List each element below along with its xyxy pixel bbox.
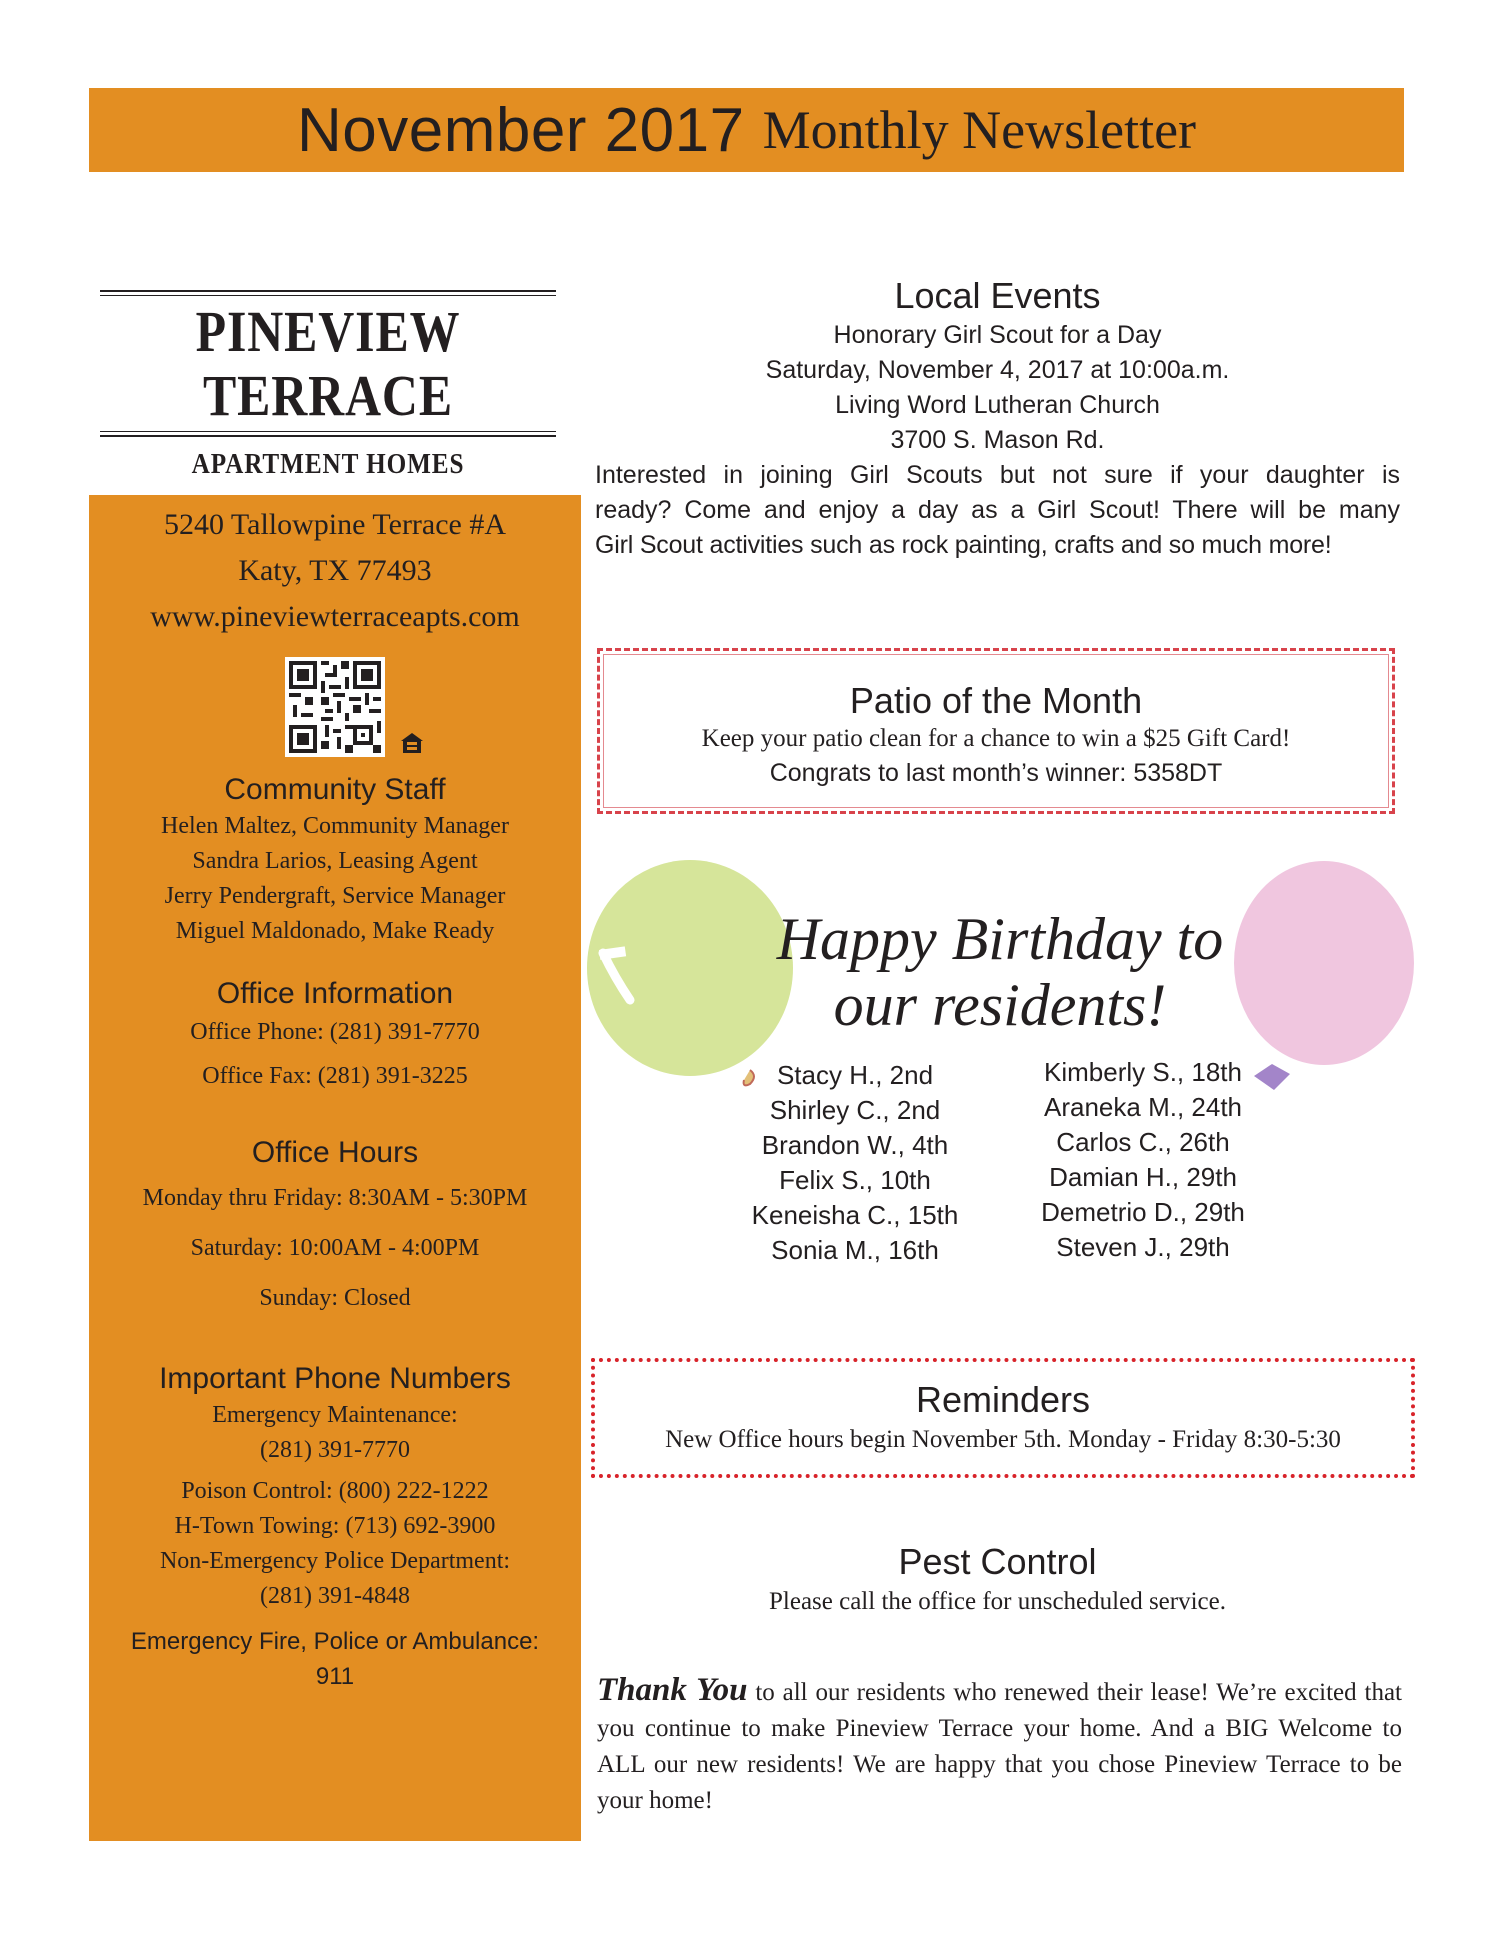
- reminders-heading: Reminders: [915, 1379, 1091, 1420]
- emergency-maintenance-number: (281) 391-7770: [260, 1437, 410, 1463]
- staff-item: Sandra Larios, Leasing Agent: [192, 848, 478, 874]
- pest-control-text: Please call the office for unscheduled service.: [769, 1588, 1226, 1615]
- staff-heading: Community Staff: [224, 773, 446, 806]
- header-band: [89, 88, 1404, 172]
- hours-saturday: Saturday: 10:00AM - 4:00PM: [190, 1235, 480, 1261]
- event-address: 3700 S. Mason Rd.: [890, 426, 1105, 454]
- patio-line1: Keep your patio clean for a chance to win a $25 Gift Card!: [701, 725, 1291, 752]
- thank-you-text: to all our residents who renewed their lease! We’re excited that you continue to make Pineview Terrace your home. And a BIG Welcome to ALL our new residents! We are happy that you chose Pineview Terrace to be your home!: [597, 1679, 1403, 1814]
- birthday-item: Brandon W., 4th: [761, 1130, 949, 1160]
- thank-you-lead: Thank You: [597, 1672, 748, 1708]
- event-venue: Living Word Lutheran Church: [835, 391, 1160, 419]
- birthday-item: Stacy H., 2nd: [776, 1060, 934, 1090]
- emergency-maintenance-label: Emergency Maintenance:: [212, 1402, 458, 1428]
- logo-name: PINEVIEW TERRACE: [195, 299, 461, 428]
- equal-housing-icon: [399, 731, 425, 755]
- patio-line2: Congrats to last month’s winner: 5358DT: [769, 759, 1223, 787]
- hours-sunday: Sunday: Closed: [259, 1285, 411, 1311]
- staff-item: Miguel Maldonado, Make Ready: [175, 918, 495, 944]
- birthday-item: Araneka M., 24th: [1044, 1092, 1242, 1122]
- local-events-heading: Local Events: [894, 275, 1101, 316]
- event-title: Honorary Girl Scout for a Day: [833, 321, 1162, 349]
- reminders-text: New Office hours begin November 5th. Monday - Friday 8:30-5:30: [665, 1426, 1341, 1453]
- birthday-item: Sonia M., 16th: [771, 1235, 939, 1265]
- logo-rule-bottom-thin: [100, 431, 556, 432]
- birthday-title-line1: Happy Birthday to: [776, 906, 1224, 972]
- reminders-box: [591, 1358, 1415, 1478]
- birthday-item: Shirley C., 2nd: [769, 1095, 941, 1125]
- office-phone: Office Phone: (281) 391-7770: [190, 1019, 480, 1045]
- hours-weekday: Monday thru Friday: 8:30AM - 5:30PM: [142, 1185, 528, 1211]
- logo-rule-top: [100, 290, 556, 292]
- header-month-year: November 2017: [296, 95, 745, 165]
- website-link[interactable]: www.pineviewterraceapts.com: [150, 600, 520, 633]
- sidebar: [89, 495, 581, 1841]
- birthday-item: Carlos C., 26th: [1056, 1127, 1230, 1157]
- event-description-line: Interested in joining Girl Scouts but not sure if your daughter is: [595, 461, 1400, 489]
- office-hours-heading: Office Hours: [251, 1136, 419, 1169]
- address-line1: 5240 Tallowpine Terrace #A: [163, 508, 507, 541]
- thank-you-paragraph: [597, 1672, 1402, 1819]
- birthday-title: [640, 906, 1360, 1038]
- logo-rule-bottom: [100, 435, 556, 437]
- logo: [100, 290, 556, 481]
- birthday-list-left: [740, 1058, 970, 1268]
- birthday-item: Kimberly S., 18th: [1044, 1057, 1242, 1087]
- birthday-title-line2: our residents!: [833, 972, 1167, 1038]
- event-date: Saturday, November 4, 2017 at 10:00a.m.: [765, 356, 1230, 384]
- pest-control: [595, 1540, 1400, 1619]
- birthday-item: Felix S., 10th: [779, 1165, 931, 1195]
- event-description-line: ready? Come and enjoy a day as a Girl Scout! There will be many: [595, 496, 1400, 524]
- staff-item: Jerry Pendergraft, Service Manager: [164, 883, 506, 909]
- address-line2: Katy, TX 77493: [238, 554, 432, 587]
- emergency-label: Emergency Fire, Police or Ambulance:: [130, 1628, 540, 1655]
- local-events: [595, 274, 1400, 563]
- poison-control: Poison Control: (800) 222-1222: [181, 1478, 489, 1504]
- emergency-number: 911: [315, 1663, 355, 1690]
- qr-block: [285, 657, 385, 757]
- event-description-line: Girl Scout activities such as rock painting, crafts and so much more!: [595, 531, 1332, 559]
- police-number: (281) 391-4848: [260, 1583, 410, 1609]
- staff-item: Helen Maltez, Community Manager: [161, 813, 509, 839]
- birthday-item: Damian H., 29th: [1049, 1162, 1237, 1192]
- header-subtitle: Monthly Newsletter: [762, 100, 1197, 160]
- patio-heading: Patio of the Month: [849, 680, 1143, 721]
- patio-of-month-box: [597, 648, 1395, 814]
- office-fax: Office Fax: (281) 391-3225: [202, 1063, 468, 1089]
- pest-control-heading: Pest Control: [898, 1541, 1097, 1582]
- police-label: Non-Emergency Police Department:: [159, 1548, 511, 1574]
- logo-rule-top-thin: [100, 295, 556, 296]
- logo-tagline: APARTMENT HOMES: [191, 449, 465, 480]
- birthday-item: Steven J., 29th: [1056, 1232, 1230, 1262]
- towing: H-Town Towing: (713) 692-3900: [174, 1513, 496, 1539]
- office-info-heading: Office Information: [216, 977, 454, 1010]
- phones-heading: Important Phone Numbers: [159, 1362, 511, 1395]
- birthday-item: Demetrio D., 29th: [1041, 1197, 1245, 1227]
- birthday-list-right: [1028, 1055, 1258, 1265]
- qr-code-icon: [285, 657, 385, 757]
- birthday-item: Keneisha C., 15th: [751, 1200, 959, 1230]
